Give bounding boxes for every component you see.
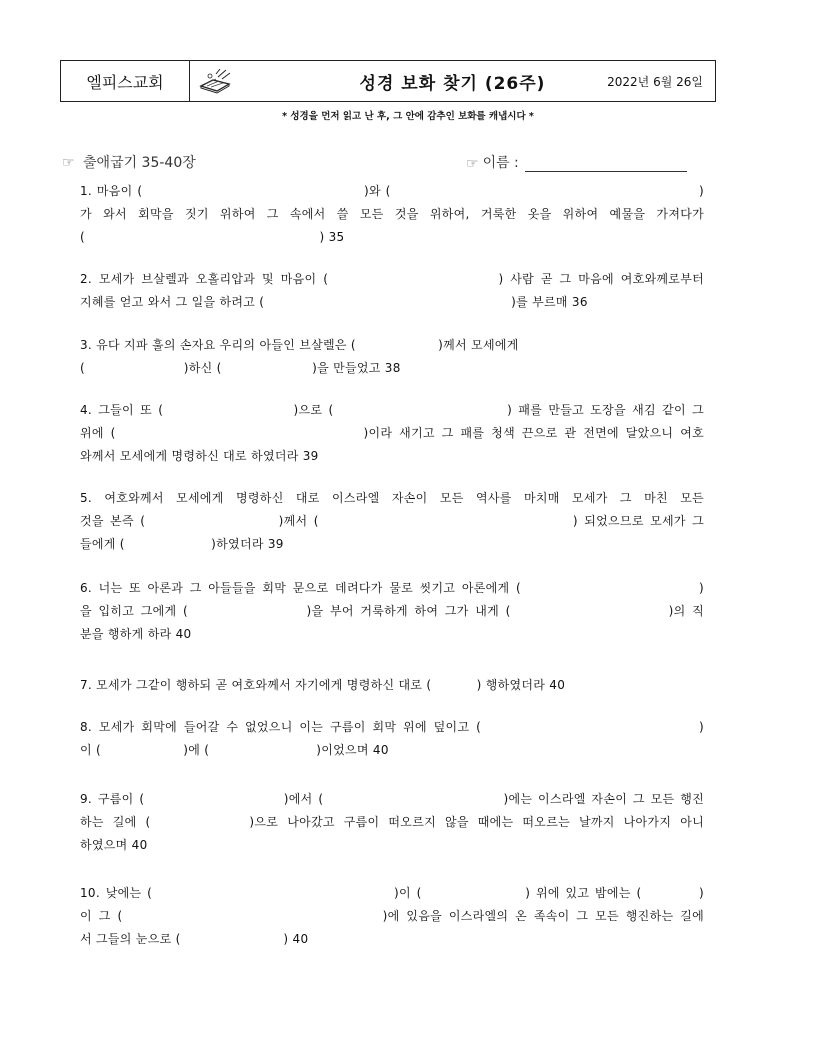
question-line: 하는 길에 ( )으로 나아갔고 구름이 떠오르지 않을 때에는 떠오르는 날까지 나아가지 아니 — [80, 815, 704, 829]
header-box — [60, 60, 716, 102]
instruction-text: * 성경을 먼저 읽고 난 후, 그 안에 감추인 보화를 캐냅시다 * — [282, 111, 534, 122]
pointing-hand-icon: ☞ — [62, 155, 75, 171]
question-line: 10. 낮에는 ( )이 ( ) 위에 있고 밤에는 ( ) — [80, 886, 704, 900]
question-line: 지혜를 얻고 와서 그 일을 하려고 ( )를 부르매 36 — [80, 295, 588, 309]
question-line: 것을 본즉 ( )께서 ( ) 되었으므로 모세가 그 — [80, 514, 704, 528]
question-line: 7. 모세가 그같이 행하되 곧 여호와께서 자기에게 명령하신 대로 ( ) 행하였더라 40 — [80, 678, 566, 692]
question-9 — [80, 788, 704, 857]
question-10 — [80, 882, 704, 951]
question-line: 1. 마음이 ( )와 ( ) — [80, 184, 704, 198]
question-line: 9. 구름이 ( )에서 ( )에는 이스라엘 자손이 그 모든 행진 — [80, 792, 704, 806]
question-line: 이 ( )에 ( )이었으며 40 — [80, 743, 389, 757]
question-line: ( ) 35 — [80, 230, 345, 244]
question-2 — [80, 268, 704, 314]
question-line: 위에 ( )이라 새기고 그 패를 청색 끈으로 관 전면에 달았으니 여호 — [80, 426, 704, 440]
question-line: 을 입히고 그에게 ( )을 부어 거룩하게 하여 그가 내게 ( )의 직 — [80, 604, 704, 618]
title-cell — [190, 61, 715, 101]
question-3 — [80, 334, 704, 380]
question-line: 들에게 ( )하였더라 39 — [80, 537, 284, 551]
question-line: 하였으며 40 — [80, 838, 148, 852]
question-5 — [80, 487, 704, 556]
pointing-hand-icon: ☞ — [466, 156, 479, 172]
question-8 — [80, 716, 704, 762]
question-line: 3. 유다 지파 훌의 손자요 우리의 아들인 브살렐은 ( )께서 모세에게 — [80, 338, 519, 352]
name-blank-line[interactable] — [525, 155, 687, 172]
page-title: 성경 보화 찾기 (26주) — [359, 73, 546, 94]
question-line: 이 그 ( )에 있음을 이스라엘의 온 족속이 그 모든 행진하는 길에 — [80, 909, 704, 923]
question-line: 2. 모세가 브살렐과 오홀리압과 및 마음이 ( ) 사람 곧 그 마음에 여호와께로부터 — [80, 272, 704, 286]
question-1 — [80, 180, 704, 249]
question-line: 6. 너는 또 아론과 그 아들들을 회막 문으로 데려다가 물로 씻기고 아론에게 ( ) — [80, 581, 704, 595]
question-line: 서 그들의 눈으로 ( ) 40 — [80, 932, 309, 946]
question-7 — [80, 674, 704, 697]
question-line: 5. 여호와께서 모세에게 명령하신 대로 이스라엘 자손이 모든 역사를 마치매 모세가 그 마친 모든 — [80, 491, 704, 505]
date: 2022년 6월 26일 — [607, 74, 703, 89]
church-name: 엘피스교회 — [61, 61, 190, 101]
question-line: 8. 모세가 회막에 들어갈 수 없었으니 이는 구름이 회막 위에 덮이고 ( ) — [80, 720, 704, 734]
question-4 — [80, 399, 704, 468]
question-6 — [80, 577, 704, 646]
passage-text: 출애굽기 35-40장 — [83, 155, 196, 171]
name-field — [466, 152, 687, 172]
question-line: ( )하신 ( )을 만들었고 38 — [80, 361, 401, 375]
question-line: 4. 그들이 또 ( )으로 ( ) 패를 만들고 도장을 새김 같이 그 — [80, 403, 704, 417]
passage-reference — [62, 152, 196, 172]
question-line: 가 와서 회막을 짓기 위하여 그 속에서 쓸 모든 것을 위하여, 거룩한 옷을 위하여 예물을 가져다가 — [80, 207, 704, 221]
question-line: 분을 행하게 하라 40 — [80, 627, 192, 641]
name-label: 이름 : — [482, 155, 519, 171]
question-line: 와께서 모세에게 명령하신 대로 하였더라 39 — [80, 449, 319, 463]
